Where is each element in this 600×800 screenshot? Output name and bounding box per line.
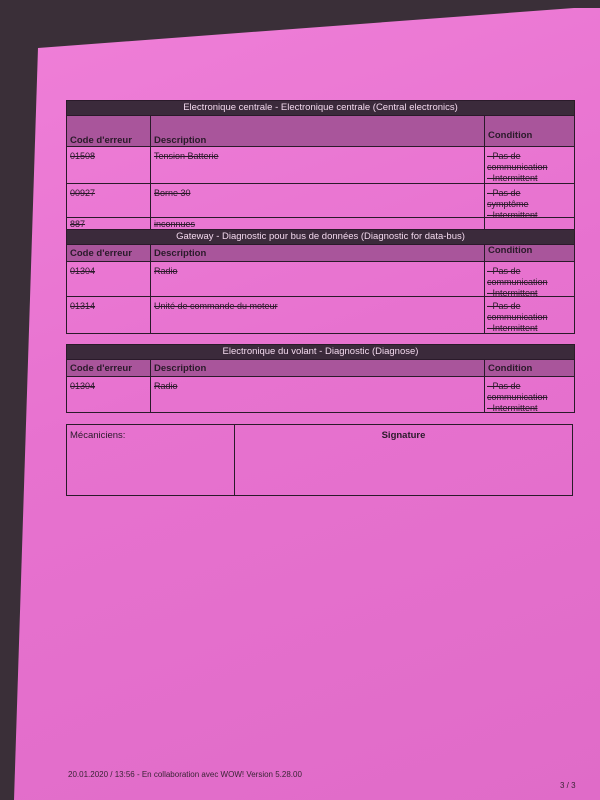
table-row [67, 376, 574, 412]
condition-line: - Intermittent [487, 403, 538, 413]
condition-line: - Pas de [487, 381, 521, 391]
header-code: Code d'erreur [67, 360, 151, 376]
header-code: Code d'erreur [67, 245, 151, 261]
error-code: 01508 [67, 147, 151, 183]
header-description: Description [151, 116, 485, 146]
table-row [67, 261, 574, 296]
signature-box [66, 424, 573, 496]
error-description: Radio [151, 377, 485, 412]
condition-line: communication [487, 162, 548, 172]
condition-line: - Intermittent [487, 210, 538, 220]
header-condition: Condition [488, 245, 533, 256]
table-row [67, 296, 574, 333]
error-table-steering-wheel [66, 344, 575, 413]
table-title: Electronique centrale - Electronique centrale (Central electronics) [67, 101, 574, 115]
error-code: 00927 [67, 184, 151, 217]
footer-text: 20.01.2020 / 13:56 - En collaboration avec WOW! Version 5.28.00 [68, 770, 302, 779]
condition-line: symptôme [487, 199, 529, 209]
error-code: 01314 [67, 297, 151, 333]
header-description: Description [151, 360, 485, 376]
error-condition [485, 262, 572, 296]
header-code: Code d'erreur [67, 116, 151, 146]
table-row [67, 183, 574, 220]
table-header [67, 115, 574, 146]
error-code: 01304 [67, 377, 151, 412]
error-condition [485, 147, 572, 183]
header-condition: Condition [488, 363, 533, 374]
header-description: Description [151, 245, 485, 261]
signature-field[interactable]: Signature [381, 430, 426, 441]
error-description: Tension Batterie [151, 147, 485, 183]
error-condition [485, 184, 572, 220]
error-description: Unité de commande du moteur [151, 297, 485, 333]
error-description: Radio [151, 262, 485, 296]
header-condition: Condition [488, 130, 533, 141]
condition-line: communication [487, 277, 548, 287]
condition-line: - Intermittent [487, 288, 538, 298]
condition-line: - Intermittent [487, 173, 538, 183]
condition-line: - Intermittent [487, 323, 538, 333]
table-title: Electronique du volant - Diagnostic (Diagnose) [67, 345, 574, 359]
condition-line: - Pas de [487, 266, 521, 276]
error-condition [485, 377, 572, 412]
error-code: 887 [67, 218, 151, 232]
mechanics-field[interactable]: Mécaniciens: [67, 425, 235, 495]
table-row [67, 146, 574, 183]
condition-line: - Pas de [487, 188, 521, 198]
table-title: Gateway - Diagnostic pour bus de données (Diagnostic for data-bus) [67, 230, 574, 244]
error-description: Borne 30 [151, 184, 485, 217]
condition-line: communication [487, 392, 548, 402]
error-table-gateway [66, 229, 575, 334]
condition-line: - Pas de [487, 301, 521, 311]
condition-line: communication [487, 312, 548, 322]
error-code: 01304 [67, 262, 151, 296]
error-condition [485, 297, 572, 333]
table-header [67, 244, 574, 261]
error-description: inconnues [151, 218, 485, 232]
page-number: 3 / 3 [560, 781, 576, 790]
table-header [67, 359, 574, 376]
condition-line: - Pas de [487, 151, 521, 161]
error-table-central-electronics [66, 100, 575, 233]
